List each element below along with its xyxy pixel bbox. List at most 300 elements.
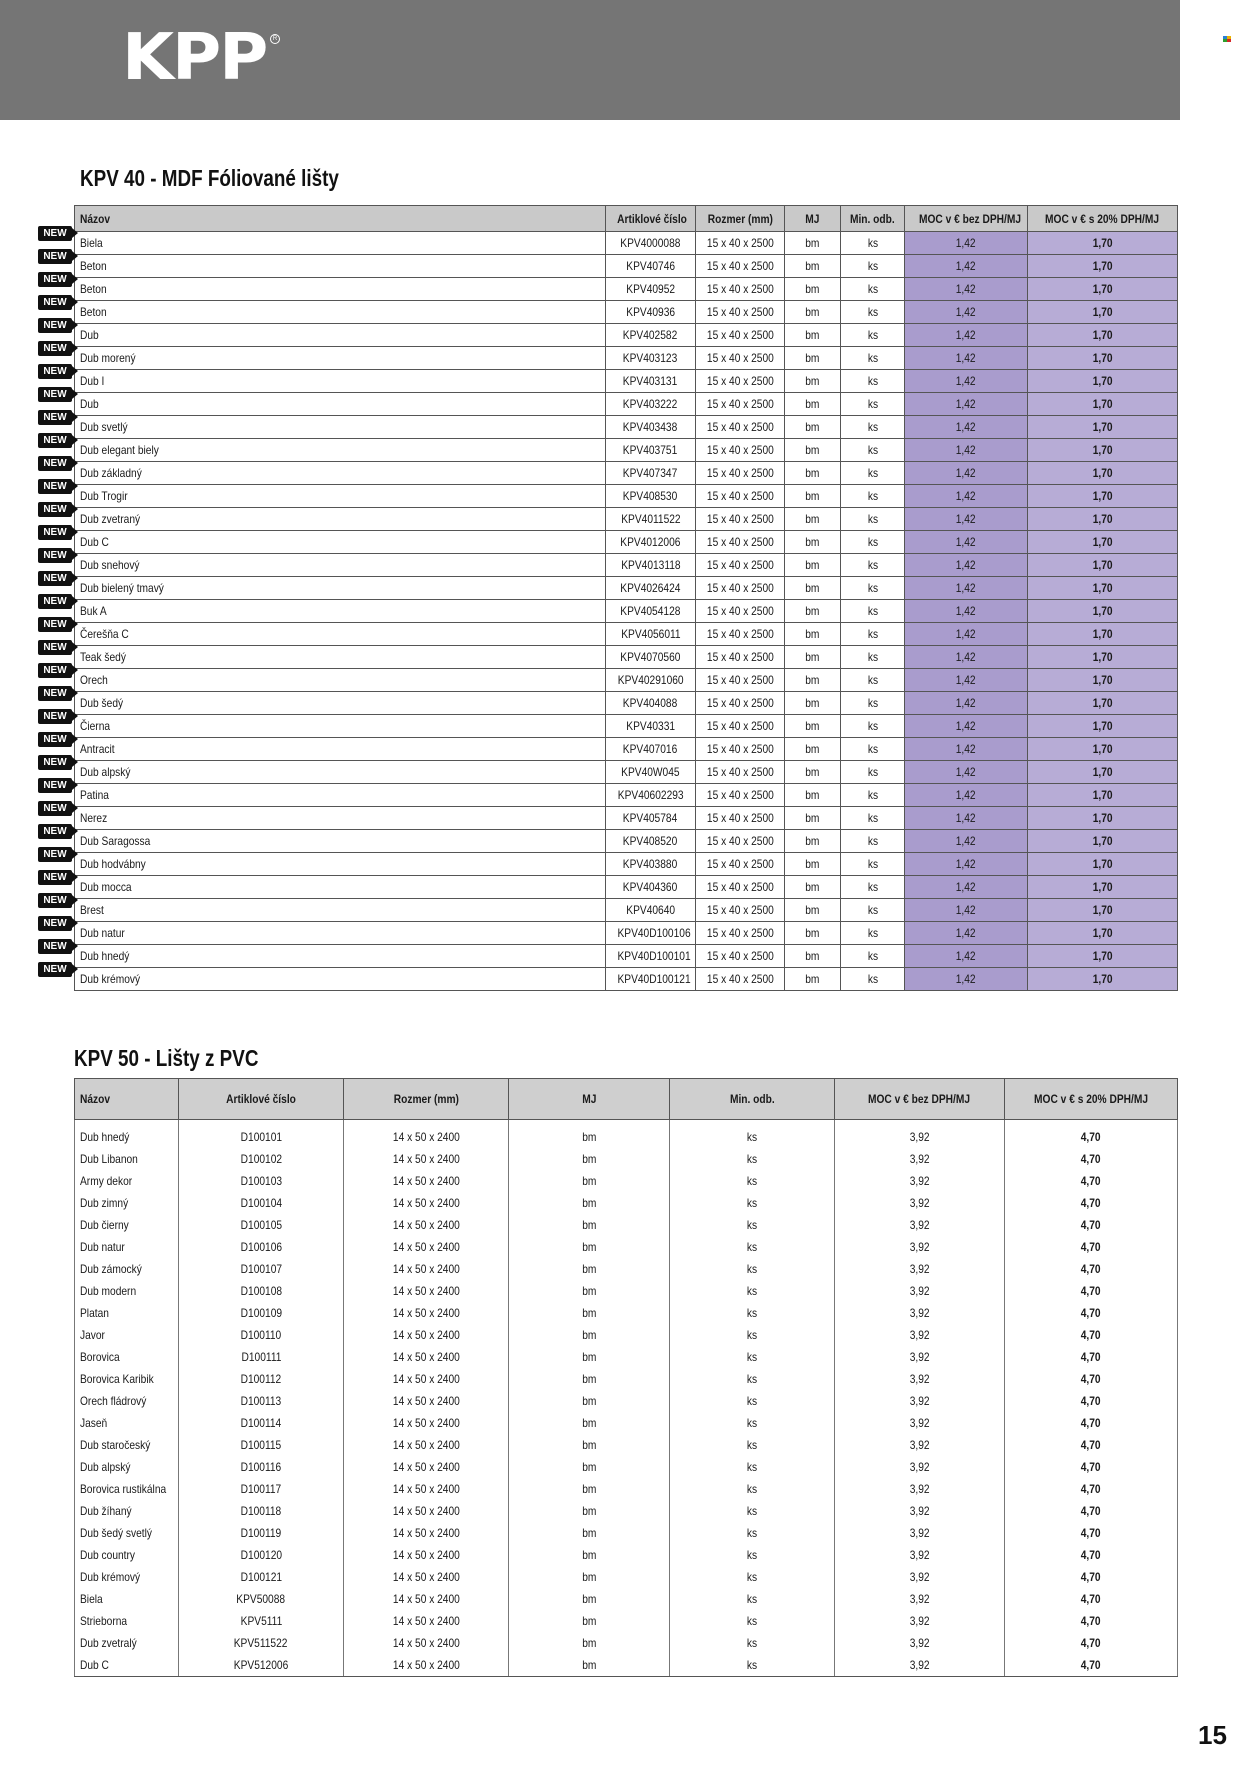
table-cell: [344, 1258, 509, 1280]
table-row: [75, 1214, 1178, 1236]
table-cell: [344, 1390, 509, 1412]
cell-value: 1,70: [1092, 581, 1113, 595]
column-header: [344, 1079, 509, 1120]
cell-value: 1,42: [956, 765, 976, 779]
table-cell: [785, 508, 841, 531]
table-cell: [670, 1346, 835, 1368]
table-cell: [179, 1434, 344, 1456]
table-cell: [670, 1148, 835, 1170]
cell-value: 1,42: [956, 535, 976, 549]
new-badge: NEW: [38, 249, 72, 264]
cell-value: bm: [581, 1152, 597, 1166]
cell-value: 1,70: [1092, 627, 1113, 641]
table-cell: [905, 830, 1028, 853]
cell-value: Dub: [80, 397, 99, 411]
table-cell: [785, 232, 841, 255]
cell-value: Platan: [80, 1306, 109, 1320]
cell-value: 4,70: [1081, 1240, 1101, 1254]
table-cell: [606, 761, 696, 784]
cell-value: 4,70: [1081, 1394, 1101, 1408]
table-cell: [1028, 876, 1178, 899]
cell-value: ks: [867, 650, 878, 664]
cell-value: 1,42: [956, 903, 976, 917]
cell-value: Dub natur: [80, 1240, 125, 1254]
new-badge: NEW: [38, 755, 72, 770]
cell-value: 4,70: [1081, 1306, 1101, 1320]
table-cell: [606, 623, 696, 646]
cell-value: 15 x 40 x 2500: [706, 466, 774, 480]
column-header-label: MJ: [581, 1092, 597, 1106]
table-cell: [1028, 761, 1178, 784]
cell-value: ks: [746, 1570, 758, 1584]
table-cell: [1005, 1236, 1178, 1258]
new-badge: NEW: [38, 778, 72, 793]
new-badge: NEW: [38, 295, 72, 310]
table-cell: [1005, 1192, 1178, 1214]
cell-value: 1,42: [956, 673, 976, 687]
cell-value: Borovica Karibik: [80, 1372, 154, 1386]
cell-value: 14 x 50 x 2400: [392, 1152, 460, 1166]
cell-value: KPV4026424: [620, 581, 681, 595]
table-cell: [841, 324, 905, 347]
new-badge: NEW: [38, 226, 72, 241]
table-row: [75, 1544, 1178, 1566]
table-cell: [696, 347, 785, 370]
cell-value: ks: [867, 834, 878, 848]
table-cell: [344, 1214, 509, 1236]
cell-value: 1,70: [1092, 673, 1113, 687]
table-cell: [179, 1258, 344, 1280]
table-cell: [670, 1390, 835, 1412]
table-cell: [835, 1368, 1005, 1390]
table-cell: [905, 278, 1028, 301]
cell-value: 15 x 40 x 2500: [706, 581, 774, 595]
table-cell: [670, 1324, 835, 1346]
cell-value: D100120: [240, 1548, 282, 1562]
cell-value: 3,92: [909, 1372, 930, 1386]
cell-value: KPV403438: [623, 420, 678, 434]
cell-value: ks: [867, 374, 878, 388]
cell-value: 1,70: [1092, 236, 1113, 250]
table-cell: [75, 1434, 179, 1456]
cell-value: KPV40746: [626, 259, 675, 273]
cell-value: 15 x 40 x 2500: [706, 926, 774, 940]
table-cell: [696, 807, 785, 830]
table-row: [75, 830, 1178, 853]
table-cell: [905, 370, 1028, 393]
cell-value: Dub alpský: [80, 1460, 131, 1474]
table-cell: [841, 899, 905, 922]
cell-value: Dub šedý: [80, 696, 124, 710]
column-header-label: MOC v € s 20% DPH/MJ: [1034, 1092, 1148, 1106]
table-cell: [75, 876, 606, 899]
table-row: [75, 1412, 1178, 1434]
table-cell: [835, 1588, 1005, 1610]
table-row: [75, 1632, 1178, 1654]
cell-value: D100112: [240, 1372, 282, 1386]
cell-value: bm: [581, 1262, 597, 1276]
cell-value: D100107: [240, 1262, 282, 1276]
cell-value: 1,70: [1092, 282, 1113, 296]
table-cell: [696, 922, 785, 945]
cell-value: Borovica rustikálna: [80, 1482, 167, 1496]
cell-value: ks: [867, 880, 878, 894]
cell-value: 3,92: [909, 1636, 930, 1650]
table-cell: [1028, 462, 1178, 485]
cell-value: 14 x 50 x 2400: [392, 1350, 460, 1364]
cell-value: bm: [805, 420, 820, 434]
table-row: [75, 416, 1178, 439]
table-cell: [785, 347, 841, 370]
table-cell: [344, 1588, 509, 1610]
cell-value: D100104: [240, 1196, 282, 1210]
table-cell: [835, 1236, 1005, 1258]
table-header-row: [75, 1079, 1178, 1120]
table-row: [75, 232, 1178, 255]
table-cell: [344, 1654, 509, 1677]
table-row: [75, 370, 1178, 393]
table-cell: [1028, 807, 1178, 830]
cell-value: 3,92: [909, 1152, 930, 1166]
cell-value: bm: [581, 1438, 597, 1452]
cell-value: 3,92: [909, 1592, 930, 1606]
table-row: [75, 1302, 1178, 1324]
table-cell: [841, 784, 905, 807]
table-cell: [1005, 1258, 1178, 1280]
table-cell: [841, 646, 905, 669]
cell-value: 1,70: [1092, 949, 1113, 963]
cell-value: 1,42: [956, 719, 976, 733]
table-cell: [179, 1588, 344, 1610]
cell-value: 1,42: [956, 627, 976, 641]
cell-value: 3,92: [909, 1570, 930, 1584]
cell-value: 15 x 40 x 2500: [706, 742, 774, 756]
cell-value: D100109: [240, 1306, 282, 1320]
cell-value: 14 x 50 x 2400: [392, 1592, 460, 1606]
new-badge: NEW: [38, 686, 72, 701]
cell-value: 3,92: [909, 1284, 930, 1298]
table-cell: [509, 1434, 670, 1456]
table-cell: [1028, 646, 1178, 669]
table-cell: [696, 508, 785, 531]
cell-value: bm: [805, 535, 820, 549]
new-badge: NEW: [38, 525, 72, 540]
table-row: [75, 1456, 1178, 1478]
cell-value: Dub základný: [80, 466, 142, 480]
cell-value: KPV4011522: [620, 512, 681, 526]
table-row: [75, 301, 1178, 324]
column-header: [179, 1079, 344, 1120]
cell-value: 14 x 50 x 2400: [392, 1416, 460, 1430]
cell-value: ks: [867, 742, 878, 756]
table-cell: [1028, 715, 1178, 738]
table-cell: [1005, 1522, 1178, 1544]
table-cell: [75, 1346, 179, 1368]
table-cell: [606, 646, 696, 669]
cell-value: 3,92: [909, 1196, 930, 1210]
table-cell: [841, 600, 905, 623]
table-cell: [344, 1456, 509, 1478]
cell-value: 14 x 50 x 2400: [392, 1460, 460, 1474]
table-cell: [835, 1302, 1005, 1324]
table-cell: [75, 669, 606, 692]
table-cell: [841, 830, 905, 853]
cell-value: ks: [867, 351, 878, 365]
column-header-label: MOC v € bez DPH/MJ: [919, 211, 1022, 226]
cell-value: ks: [867, 903, 878, 917]
table-row: [75, 738, 1178, 761]
cell-value: 15 x 40 x 2500: [706, 696, 774, 710]
cell-value: ks: [746, 1174, 758, 1188]
cell-value: 14 x 50 x 2400: [392, 1174, 460, 1188]
table-cell: [1028, 669, 1178, 692]
cell-value: 15 x 40 x 2500: [706, 972, 774, 986]
table-cell: [835, 1654, 1005, 1677]
table-cell: [1005, 1368, 1178, 1390]
table-row: [75, 1236, 1178, 1258]
cell-value: ks: [867, 466, 878, 480]
cell-value: Dub krémový: [80, 972, 141, 986]
table-cell: [75, 945, 606, 968]
table-cell: [696, 738, 785, 761]
table-cell: [179, 1390, 344, 1412]
table-cell: [1028, 301, 1178, 324]
cell-value: 3,92: [909, 1460, 930, 1474]
cell-value: 14 x 50 x 2400: [392, 1570, 460, 1584]
cell-value: ks: [867, 788, 878, 802]
cell-value: Dub čierny: [80, 1218, 129, 1232]
cell-value: Brest: [80, 903, 104, 917]
table-cell: [75, 1324, 179, 1346]
table-cell: [905, 968, 1028, 991]
table-cell: [841, 761, 905, 784]
cell-value: bm: [805, 282, 820, 296]
table-cell: [509, 1500, 670, 1522]
table-cell: [509, 1390, 670, 1412]
table-cell: [179, 1368, 344, 1390]
cell-value: bm: [581, 1592, 597, 1606]
table-cell: [1028, 531, 1178, 554]
table-cell: [841, 945, 905, 968]
cell-value: KPV40331: [626, 719, 675, 733]
cell-value: D100121: [240, 1570, 282, 1584]
cell-value: bm: [581, 1218, 597, 1232]
cell-value: KPV50088: [236, 1592, 286, 1606]
kpp-logo: KPP: [122, 21, 267, 95]
table-cell: [344, 1522, 509, 1544]
table-cell: [606, 462, 696, 485]
cell-value: Dub Saragossa: [80, 834, 151, 848]
table-row: [75, 1434, 1178, 1456]
cell-value: 1,42: [956, 604, 976, 618]
cell-value: 1,70: [1092, 696, 1113, 710]
new-badge: NEW: [38, 847, 72, 862]
table-cell: [606, 301, 696, 324]
table-cell: [75, 1544, 179, 1566]
table-row: [75, 1170, 1178, 1192]
cell-value: 14 x 50 x 2400: [392, 1262, 460, 1276]
table-row: [75, 1346, 1178, 1368]
cell-value: 1,42: [956, 236, 976, 250]
table-cell: [606, 439, 696, 462]
cell-value: ks: [746, 1460, 758, 1474]
column-header: [1005, 1079, 1178, 1120]
table-cell: [696, 761, 785, 784]
new-badge: NEW: [38, 433, 72, 448]
table-cell: [75, 508, 606, 531]
cell-value: 1,70: [1092, 420, 1113, 434]
table-cell: [670, 1120, 835, 1149]
table-cell: [670, 1368, 835, 1390]
table-cell: [696, 232, 785, 255]
table-cell: [179, 1120, 344, 1149]
table-row: [75, 784, 1178, 807]
table-cell: [509, 1346, 670, 1368]
table-cell: [905, 738, 1028, 761]
table-cell: [785, 278, 841, 301]
table-cell: [905, 416, 1028, 439]
cell-value: 4,70: [1081, 1460, 1101, 1474]
table-cell: [75, 1632, 179, 1654]
table-cell: [670, 1280, 835, 1302]
table-cell: [75, 485, 606, 508]
cell-value: 3,92: [909, 1394, 930, 1408]
cell-value: KPV403222: [623, 397, 678, 411]
cell-value: ks: [746, 1262, 758, 1276]
table-cell: [835, 1258, 1005, 1280]
cell-value: ks: [867, 696, 878, 710]
table-cell: [75, 830, 606, 853]
cell-value: 4,70: [1081, 1152, 1101, 1166]
cell-value: 4,70: [1081, 1548, 1101, 1562]
table-cell: [344, 1632, 509, 1654]
column-header: [75, 206, 606, 232]
cell-value: 4,70: [1081, 1482, 1101, 1496]
table-cell: [905, 232, 1028, 255]
table-cell: [179, 1566, 344, 1588]
table-cell: [509, 1456, 670, 1478]
table-cell: [1028, 899, 1178, 922]
table-cell: [696, 255, 785, 278]
table-cell: [1005, 1148, 1178, 1170]
table-cell: [785, 738, 841, 761]
table-cell: [905, 301, 1028, 324]
table-cell: [75, 278, 606, 301]
cell-value: bm: [805, 627, 820, 641]
table-cell: [179, 1280, 344, 1302]
table-cell: [1028, 508, 1178, 531]
table-cell: [841, 508, 905, 531]
table-cell: [606, 508, 696, 531]
cell-value: 1,70: [1092, 512, 1113, 526]
table-cell: [670, 1192, 835, 1214]
table-row: [75, 876, 1178, 899]
cell-value: 1,70: [1092, 788, 1113, 802]
column-header: [509, 1079, 670, 1120]
cell-value: Army dekor: [80, 1174, 133, 1188]
cell-value: 14 x 50 x 2400: [392, 1548, 460, 1562]
new-badge: NEW: [38, 341, 72, 356]
cell-value: ks: [867, 949, 878, 963]
cell-value: 15 x 40 x 2500: [706, 282, 774, 296]
table-row: [75, 324, 1178, 347]
cell-value: 1,70: [1092, 328, 1113, 342]
cell-value: Dub C: [80, 1658, 109, 1672]
cell-value: 14 x 50 x 2400: [392, 1636, 460, 1650]
table-cell: [606, 876, 696, 899]
table-cell: [1005, 1500, 1178, 1522]
table-cell: [509, 1566, 670, 1588]
cell-value: 14 x 50 x 2400: [392, 1438, 460, 1452]
table-cell: [606, 278, 696, 301]
table-cell: [1028, 784, 1178, 807]
table-cell: [905, 600, 1028, 623]
cell-value: bm: [805, 765, 820, 779]
table-cell: [905, 439, 1028, 462]
table-cell: [670, 1456, 835, 1478]
cell-value: bm: [805, 949, 820, 963]
table-cell: [1028, 347, 1178, 370]
table-cell: [841, 807, 905, 830]
table-cell: [835, 1346, 1005, 1368]
new-badge: NEW: [38, 732, 72, 747]
cell-value: KPV4070560: [620, 650, 681, 664]
new-badge: NEW: [38, 939, 72, 954]
table-cell: [75, 554, 606, 577]
cell-value: bm: [805, 880, 820, 894]
table-cell: [841, 278, 905, 301]
cell-value: Dub snehový: [80, 558, 140, 572]
cell-value: bm: [805, 650, 820, 664]
cell-value: ks: [867, 420, 878, 434]
cell-value: 3,92: [909, 1548, 930, 1562]
cell-value: 4,70: [1081, 1196, 1101, 1210]
cell-value: ks: [746, 1504, 758, 1518]
cell-value: 15 x 40 x 2500: [706, 512, 774, 526]
cell-value: 1,42: [956, 926, 976, 940]
cell-value: 1,42: [956, 558, 976, 572]
cell-value: Buk A: [80, 604, 107, 618]
cell-value: Dub zvetraný: [80, 512, 141, 526]
cell-value: 15 x 40 x 2500: [706, 903, 774, 917]
cell-value: 1,42: [956, 512, 976, 526]
table-cell: [696, 324, 785, 347]
table-row: [75, 278, 1178, 301]
cell-value: bm: [581, 1372, 597, 1386]
cell-value: 1,70: [1092, 811, 1113, 825]
table-cell: [75, 1456, 179, 1478]
table-cell: [344, 1412, 509, 1434]
cell-value: 15 x 40 x 2500: [706, 880, 774, 894]
table-cell: [696, 830, 785, 853]
table-row: [75, 1654, 1178, 1677]
table-cell: [785, 301, 841, 324]
table-row: [75, 1368, 1178, 1390]
cell-value: Čierna: [80, 719, 111, 733]
cell-value: D100119: [240, 1526, 282, 1540]
cell-value: ks: [746, 1636, 758, 1650]
cell-value: bm: [581, 1196, 597, 1210]
table-cell: [1005, 1434, 1178, 1456]
cell-value: 3,92: [909, 1218, 930, 1232]
cell-value: 3,92: [909, 1614, 930, 1628]
cell-value: ks: [867, 558, 878, 572]
cell-value: KPV403131: [623, 374, 678, 388]
column-header-label: Min. odb.: [729, 1092, 775, 1106]
table-cell: [179, 1500, 344, 1522]
table-cell: [696, 784, 785, 807]
cell-value: Dub krémový: [80, 1570, 141, 1584]
